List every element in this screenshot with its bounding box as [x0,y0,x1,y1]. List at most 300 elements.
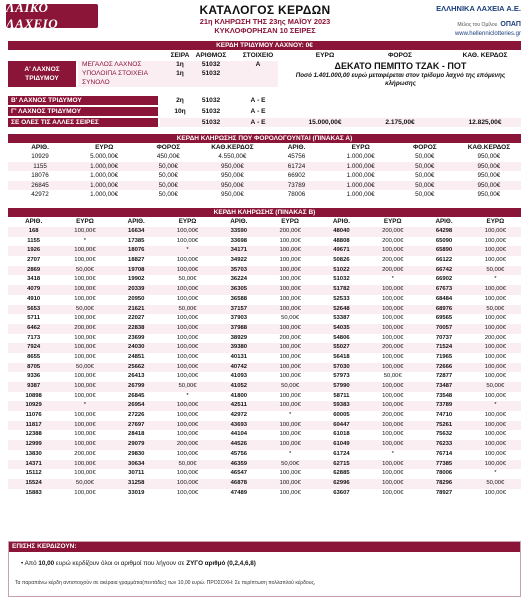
table-b-cell: 73487 [418,382,469,392]
table-b-cell: 60447 [316,421,367,431]
table-a-row [8,181,521,191]
draw-subtitle: 21η ΚΛΗΡΩΣΗ ΤΗΣ 23ης ΜΑΪΟΥ 2023 [199,17,331,26]
table-b-cell: 31258 [111,479,162,489]
table-a-cell: 950,00€ [477,153,501,160]
table-b-row [8,479,521,489]
page-title: ΚΑΤΑΛΟΓΟΣ ΚΕΡΔΩΝ [199,3,331,17]
table-b-cell: 100,00€ [279,373,301,380]
c-series: 10η [174,107,186,115]
table-b-cell: 200,00€ [162,440,213,450]
table-b-cell: 74710 [435,412,453,419]
table-a-cell: 10929 [31,153,49,160]
table-b-cell: 100,00€ [264,266,315,276]
table-b-cell: 61724 [333,450,350,457]
table-b-cell: 57030 [316,363,367,373]
table-b-cell: 50,00€ [264,382,315,392]
table-b-row [8,285,521,295]
table-b-cell: 54035 [316,324,367,334]
table-b-cell: 76714 [435,450,453,457]
table-b-header: ΕΥΡΩ [162,217,213,227]
table-a-cell: 50,00€ [158,191,178,199]
table-a-cell: 61724 [265,162,329,172]
table-b-cell: 100,00€ [162,343,213,353]
table-b-cell: 100,00€ [176,295,199,302]
all-euro: 15.000,00€ [308,118,342,126]
table-b-cell: 71965 [435,353,453,360]
table-b-cell: 12999 [8,440,59,450]
table-b-cell: 100,00€ [176,470,199,477]
table-b-cell: 11817 [8,421,59,431]
table-a-cell: 50,00€ [158,172,178,180]
label-first-prize: Α' ΛΑΧΝΟΣ ΤΡΙΔΥΜΟΥ [8,61,76,87]
table-b-cell: 100,00€ [367,401,418,411]
b-number: 51032 [201,96,221,104]
table-b-cell: 47489 [230,489,248,496]
table-b-cell: 8705 [8,363,59,373]
table-b-row [8,275,521,285]
table-b-row [8,469,521,479]
table-b-cell: 100,00€ [74,431,96,438]
title-block [140,3,390,35]
r1-number: 51032 [201,61,221,68]
table-b-cell: 100,00€ [470,324,521,334]
table-a-cell: 18076 [31,172,49,180]
table-b-cell: 38929 [230,334,248,341]
table-b-cell: 60005 [333,412,350,419]
table-a-header: ΦΟΡΟΣ [136,144,200,152]
col-element: ΣΤΟΙΧΕΙΟ [242,52,274,59]
table-b-cell: 100,00€ [470,246,521,256]
table-b-row [8,382,521,392]
table-b-cell: 200,00€ [59,324,110,334]
table-b-cell: 100,00€ [74,257,96,264]
table-b-cell: 100,00€ [470,343,521,353]
table-b-cell: 59383 [316,401,367,411]
also-winning-section [8,541,521,597]
table-b-cell: 62996 [316,479,367,489]
table-b-cell: 100,00€ [176,237,199,244]
table-b-cell: 100,00€ [176,450,199,457]
table-b-cell: 200,00€ [484,334,506,341]
table-b-cell: * [288,412,292,419]
table-b-cell: 200,00€ [382,257,404,264]
table-a-header: ΕΥΡΩ [329,144,393,152]
table-b-cell: 5653 [8,305,59,315]
brand-name: ΕΛΛΗΝΙΚΑ ΛΑΧΕΙΑ Α.Ε. [436,4,521,13]
table-b-cell: 48040 [316,227,367,237]
table-b-cell: 6462 [8,324,59,334]
table-b-cell: 100,00€ [279,489,301,496]
table-b-cell: 41800 [230,392,248,399]
table-b-row [8,256,521,266]
table-b-row [8,421,521,431]
table-b-cell: 4910 [27,295,41,302]
table-b-cell: 67673 [418,285,469,295]
table-b-cell: 100,00€ [279,431,301,438]
table-b-cell: 48808 [333,237,350,244]
table-b-cell: 100,00€ [264,324,315,334]
table-b-cell: 75261 [418,421,469,431]
table-b-cell: 100,00€ [382,392,404,399]
b-element: Α - Ε [250,96,266,104]
table-b-cell: 100,00€ [470,460,521,470]
table-a-cell: 1.000,00€ [329,181,393,191]
jackpot-notice-title: ΔΕΚΑΤΟ ΠΕΜΠΤΟ ΤΖΑΚ - ΠΟΤ [334,61,467,71]
table-b-cell: 24851 [128,353,145,360]
table-b-cell: 65890 [418,246,469,256]
table-b-cell: 100,00€ [367,382,418,392]
table-b-cell: 45756 [230,450,248,457]
table-b-cell: 33698 [230,237,248,244]
table-a-header: ΑΡΙΘ. [265,144,329,152]
table-b-cell: 12388 [25,431,42,438]
table-a-cell: 26845 [8,181,72,191]
table-b-cell: 200,00€ [367,343,418,353]
table-a-row [8,162,521,172]
table-b-cell: 100,00€ [484,353,506,360]
table-b-cell: 100,00€ [470,227,521,237]
table-a-cell: 50,00€ [136,181,200,191]
table-b-cell: 50,00€ [59,479,110,489]
table-b-row [8,237,521,247]
table-b-cell: 54806 [333,334,350,341]
table-b-cell: 50,00€ [470,382,521,392]
table-b-header: ΕΥΡΩ [367,217,418,227]
table-b-cell: * [288,450,292,457]
table-b-cell: 100,00€ [162,479,213,489]
table-b-header: ΕΥΡΩ [470,217,521,227]
page-header [0,0,529,40]
table-b-row [8,489,521,499]
table-b-cell: 63607 [333,489,350,496]
table-b-cell: 100,00€ [470,440,521,450]
table-b-cell: 29079 [111,440,162,450]
table-b-row [8,411,521,421]
b-series: 2η [176,96,184,104]
table-b-row [8,305,521,315]
table-b-cell: 100,00€ [367,421,418,431]
table-b-cell: 36588 [230,295,248,302]
table-a-cell: 1155 [8,162,72,172]
table-b-cell: 46547 [230,470,248,477]
table-b-row [8,450,521,460]
table-b-cell: 100,00€ [279,392,301,399]
table-b-cell: 100,00€ [59,227,110,237]
table-b-cell: 100,00€ [162,227,213,237]
table-b-cell: 75632 [435,431,453,438]
table-b-cell: 100,00€ [484,237,506,244]
table-b-cell: 2707 [27,257,41,264]
table-b-cell: 100,00€ [382,353,404,360]
table-b-cell: 10929 [8,401,59,411]
table-b-cell: 100,00€ [470,421,521,431]
table-b-cell: 77385 [418,460,469,470]
table-b-cell: * [470,401,521,411]
table-b-cell: 27697 [111,421,162,431]
table-b-cell: 68484 [435,295,453,302]
table-a-cell: 1.000,00€ [90,172,119,180]
table-b-cell: 100,00€ [59,343,110,353]
r2-series: 1η [176,70,184,77]
table-a-cell: 5.000,00€ [90,153,119,160]
table-b-cell: 100,00€ [279,276,301,283]
table-b-row [8,266,521,276]
table-b-cell: 100,00€ [74,295,96,302]
table-b-cell: 35703 [213,266,264,276]
table-b-cell: 7924 [8,343,59,353]
all-net: 12.825,00€ [468,118,502,126]
table-a-cell: 950,00€ [200,162,264,172]
rule-amount: 10,00 [38,560,55,567]
brand-tagline: Μέλος του Ομίλου [457,22,498,28]
table-b-cell: 49671 [316,246,367,256]
table-a-cell: 73789 [265,181,329,191]
table-a-header: ΦΟΡΟΣ [393,144,457,152]
table-b-cell: 100,00€ [382,295,404,302]
table-a-cell: 450,00€ [156,153,180,160]
table-b-cell: 23699 [128,334,145,341]
table-b-cell: 50,00€ [470,266,521,276]
table-b-cell: 66122 [435,257,453,264]
table-b-cell: 71524 [418,343,469,353]
table-b-cell: 29830 [128,450,145,457]
table-b-cell: 18076 [111,246,162,256]
table-b-cell: 58711 [333,392,350,399]
opap-logo: ΟΠΑΠ [500,21,521,28]
table-b-cell: 26413 [128,373,145,380]
table-b-cell: 100,00€ [264,401,315,411]
table-b-cell: 100,00€ [484,412,506,419]
r2-number: 51032 [201,70,221,77]
table-b-cell: 100,00€ [59,421,110,431]
table-b-cell: 73548 [435,392,453,399]
table-b-cell: 36305 [213,285,264,295]
table-b-cell: 100,00€ [176,373,199,380]
table-b-cell: 26845 [128,392,145,399]
table-b-cell: 62715 [316,460,367,470]
table-b-cell: 37988 [213,324,264,334]
table-b-cell: 100,00€ [382,470,404,477]
table-b-cell: 78927 [435,489,453,496]
table-b-cell: 73789 [418,401,469,411]
table-b-cell: * [391,276,394,283]
c-element: Α - Ε [250,107,266,115]
table-b-cell: 16634 [111,227,162,237]
table-b-cell: 100,00€ [367,246,418,256]
table-b-cell: 37903 [230,315,248,322]
table-b-cell: 52648 [316,305,367,315]
jackpot-notice-text: Ποσό 1.401.000,00 ευρώ μεταφέρεται στον τρίδυμο λαχνό της επόμενης κλήρωσης [295,72,506,87]
table-b-cell: 100,00€ [367,305,418,315]
col-euro: ΕΥΡΩ [315,52,335,59]
table-b-cell: 7173 [27,334,41,341]
rule-keyword: ΖΥΓΟ αριθμό [186,560,226,567]
table-b-cell: 100,00€ [59,246,110,256]
table-b-cell: 100,00€ [264,305,315,315]
table-b-cell: 200,00€ [279,334,301,341]
sub-rest: ΥΠΟΛΟΙΠΑ ΣΤΟΙΧΕΙΑ [82,70,148,77]
table-b-cell: 100,00€ [176,257,199,264]
table-b-cell: 100,00€ [367,479,418,489]
table-a-header-row [8,144,521,152]
table-b-cell: 100,00€ [367,440,418,450]
table-b-cell: 10898 [25,392,42,399]
table-b-cell: 14371 [8,460,59,470]
table-b-cell: * [83,237,87,244]
table-b-header: ΑΡΙΘ. [8,217,59,227]
table-b-bar: ΚΕΡΔΗ ΚΛΗΡΩΣΗΣ (ΠΙΝΑΚΑΣ Β) [8,208,521,217]
rule-pre: Από [24,560,39,567]
circulation-text: ΚΥΚΛΟΦΟΡΗΣΑΝ 10 ΣΕΙΡΕΣ [214,26,316,35]
table-b-cell: 53387 [333,315,350,322]
table-b-cell: * [162,246,213,256]
table-b-cell: 66742 [418,266,469,276]
table-b-row [8,324,521,334]
table-b-cell: 30634 [111,460,162,470]
table-a-header: ΚΑΘ.ΚΕΡΔΟΣ [457,144,521,152]
brand-url[interactable]: www.hellenniclotteries.gr [454,31,521,37]
table-b-cell: 200,00€ [264,227,315,237]
table-b-cell: 100,00€ [367,324,418,334]
table-b-cell: 100,00€ [367,363,418,373]
table-b-cell: 34922 [230,257,248,264]
brand-block [436,4,521,37]
table-b-cell: 100,00€ [74,334,96,341]
table-b-row [8,227,521,237]
table-b-cell: 36224 [230,276,248,283]
table-b-cell: 100,00€ [162,401,213,411]
table-b-cell: 9336 [27,373,41,380]
table-b-cell: 100,00€ [264,343,315,353]
table-b-cell: * [494,470,497,477]
table-b-cell: 8655 [27,353,41,360]
table-b-cell: 28418 [128,431,145,438]
table-b-cell: 100,00€ [176,315,199,322]
table-b-cell: 100,00€ [162,421,213,431]
even-number-rule: • Από 10,00 ευρώ κερδίζουν όλοι οι αριθμοί που λήγουν σε ΖΥΓΟ αριθμό (0,2,4,6,8) [21,560,256,567]
table-a-row [8,171,521,181]
table-b-cell: 70057 [418,324,469,334]
table-b [8,217,521,498]
table-b-cell: 100,00€ [176,334,199,341]
table-b-cell: 62885 [333,470,350,477]
table-b-cell: 100,00€ [264,246,315,256]
table-b-cell: 100,00€ [176,489,199,496]
table-b-cell: 50,00€ [162,382,213,392]
table-b-cell: 100,00€ [279,295,301,302]
table-b-cell: 13830 [25,450,42,457]
table-b-cell: 100,00€ [74,373,96,380]
table-b-cell: 50,00€ [281,315,300,322]
table-b-cell: * [391,450,394,457]
table-b-cell: 100,00€ [176,353,199,360]
table-a-cell: 4.550,00€ [218,153,247,160]
table-b-cell: 20339 [111,285,162,295]
table-b-cell: 1155 [27,237,41,244]
table-b-cell: 44104 [230,431,248,438]
table-a-cell: 50,00€ [415,191,435,199]
table-a-header: ΕΥΡΩ [72,144,136,152]
table-b-cell: 100,00€ [279,470,301,477]
table-a-cell: 50,00€ [393,162,457,172]
table-b-cell: 21621 [111,305,162,315]
table-b-cell: * [186,392,189,399]
table-a-cell: 1.000,00€ [346,153,375,160]
table-b-cell: 78006 [435,470,453,477]
table-b-cell: 100,00€ [74,489,96,496]
table-b-cell: 50,00€ [162,460,213,470]
table-b-row [8,295,521,305]
laiko-lacheio-logo: ΛΑΪΚΟ ΛΑΧΕΙΟ [6,4,98,28]
table-b-cell: 56418 [333,353,350,360]
table-b-cell: 100,00€ [74,392,96,399]
table-b-cell: 15524 [8,479,59,489]
table-b-cell: 57973 [333,373,350,380]
table-b-header: ΑΡΙΘ. [111,217,162,227]
table-b-cell: 70737 [435,334,453,341]
table-a-cell: 50,00€ [136,162,200,172]
label-second-prize: Β' ΛΑΧΝΟΣ ΤΡΙΔΥΜΟΥ [8,96,158,105]
r1-element: Α [255,61,261,68]
table-b-cell: 76233 [418,440,469,450]
table-b-cell: 18827 [128,257,145,264]
table-b-cell: 100,00€ [484,315,506,322]
table-b-cell: 25662 [111,363,162,373]
table-a-cell: 50,00€ [415,153,435,160]
table-a-header: ΑΡΙΘ. [8,144,72,152]
table-b-row [8,372,521,382]
jackpot-notice [280,61,521,95]
table-b-cell: 100,00€ [484,257,506,264]
table-b-cell: 51782 [316,285,367,295]
table-b-cell: 100,00€ [74,353,96,360]
table-a-cell: 1.000,00€ [346,172,375,180]
rule-mid: ευρώ κερδίζουν όλοι οι αριθμοί που λήγουν σε [54,560,187,567]
sub-total: ΣΥΝΟΛΟ [82,79,110,86]
table-a-cell: 950,00€ [200,181,264,191]
table-b-cell: 100,00€ [484,295,506,302]
table-b-cell: 100,00€ [59,440,110,450]
table-b-cell: 100,00€ [484,392,506,399]
table-a-cell: 950,00€ [221,191,244,199]
r1-series: 1η [176,61,184,68]
table-b-cell: 100,00€ [382,315,404,322]
table-b-cell: 33590 [213,227,264,237]
table-b-cell: 100,00€ [74,315,96,322]
table-b-cell: 72877 [435,373,453,380]
table-b-cell: 61018 [333,431,350,438]
table-b-cell: 57990 [316,382,367,392]
table-b-cell: 100,00€ [279,257,301,264]
table-b-header: ΑΡΙΘ. [316,217,367,227]
table-b-cell: 100,00€ [264,363,315,373]
table-a-header: ΚΑΘ.ΚΕΡΔΟΣ [200,144,264,152]
table-a-cell: 42972 [31,191,49,199]
table-a-cell: 1.000,00€ [90,191,119,199]
table-b-cell: * [59,401,110,411]
table-b-cell: 19708 [111,266,162,276]
table-b-row [8,440,521,450]
table-b-cell: 2869 [8,266,59,276]
table-b-row [8,353,521,363]
table-b-cell: 46359 [213,460,264,470]
table-b-row [8,314,521,324]
table-b-cell: 52533 [333,295,350,302]
table-b-cell: 100,00€ [162,324,213,334]
table-a-cell: 950,00€ [457,162,521,172]
table-a-cell: 1.000,00€ [72,181,136,191]
table-b-cell: 100,00€ [484,373,506,380]
